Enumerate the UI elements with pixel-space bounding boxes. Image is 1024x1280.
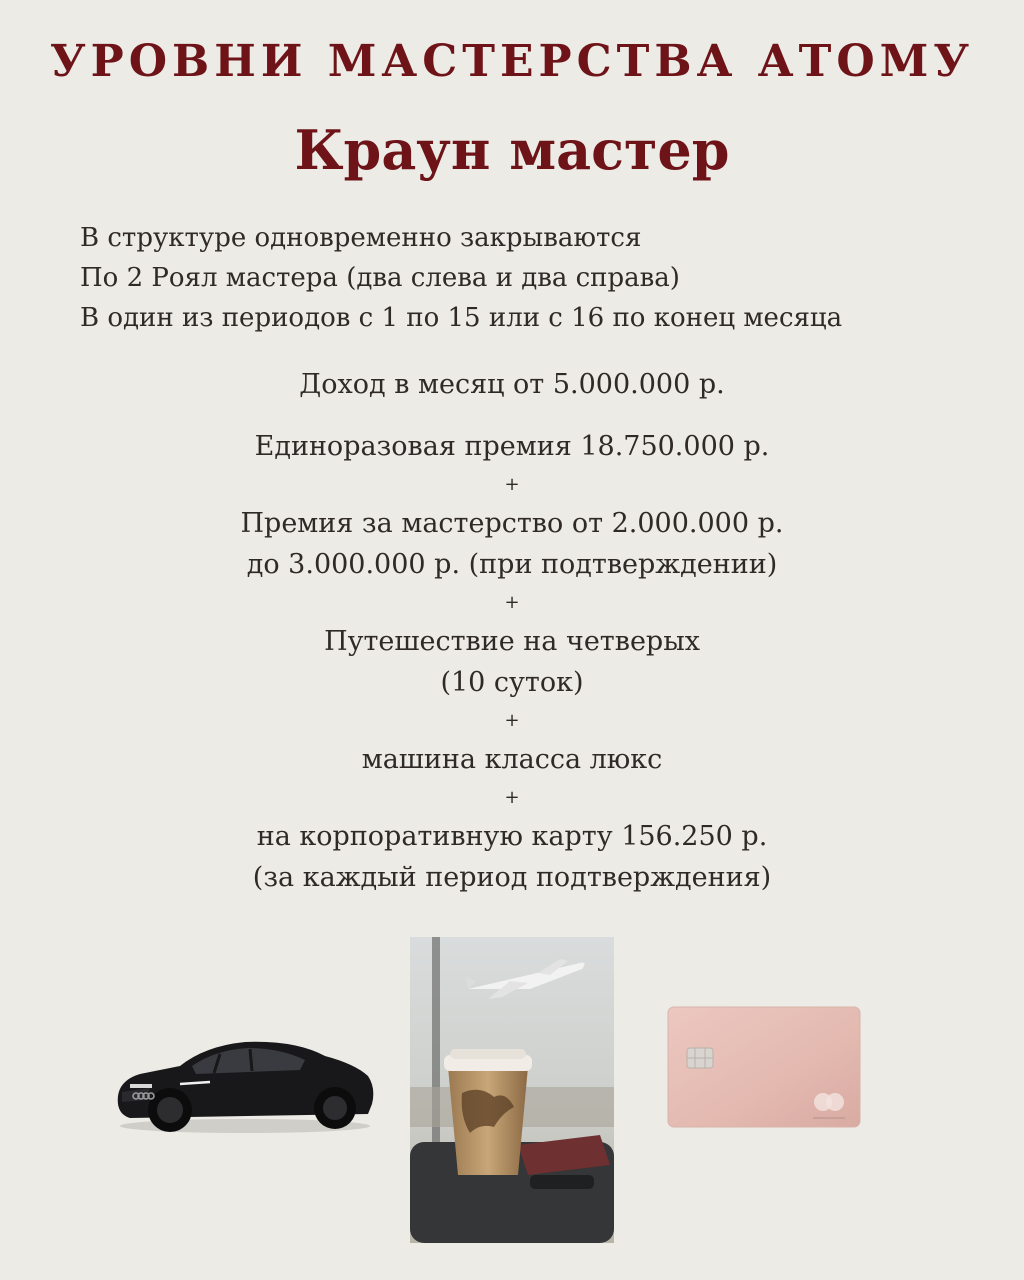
car-reward: машина класса люкс bbox=[361, 744, 663, 775]
travel-line1: Путешествие на четверых bbox=[324, 626, 700, 657]
rewards-list bbox=[0, 426, 1024, 898]
corporate-card-icon bbox=[667, 1006, 861, 1128]
income-text: Доход в месяц от 5.000.000 р. bbox=[299, 369, 725, 400]
plus-sign: + bbox=[504, 474, 520, 495]
mastery-bonus-line1: Премия за мастерство от 2.000.000 р. bbox=[240, 508, 784, 539]
plus-sign: + bbox=[504, 710, 520, 731]
mastery-bonus-line2: до 3.000.000 р. (при подтверждении) bbox=[246, 549, 778, 580]
intro-line: По 2 Роял мастера (два слева и два справа) bbox=[80, 263, 680, 293]
plus-sign: + bbox=[504, 592, 520, 613]
page-title: УРОВНИ МАСТЕРСТВА АТОМУ bbox=[49, 36, 975, 87]
travel-line2: (10 суток) bbox=[440, 667, 584, 698]
intro-line: В структуре одновременно закрываются bbox=[80, 223, 642, 253]
level-title: Краун мастер bbox=[294, 118, 730, 182]
plus-sign: + bbox=[504, 787, 520, 808]
intro-text bbox=[80, 218, 980, 338]
one-time-bonus: Единоразовая премия 18.750.000 р. bbox=[254, 431, 770, 462]
intro-line: В один из периодов с 1 по 15 или с 16 по конец месяца bbox=[80, 303, 843, 333]
card-line2: (за каждый период подтверждения) bbox=[252, 862, 772, 893]
airport-coffee-photo bbox=[410, 937, 614, 1243]
card-line1: на корпоративную карту 156.250 р. bbox=[256, 821, 768, 852]
car-icon bbox=[110, 1018, 380, 1138]
